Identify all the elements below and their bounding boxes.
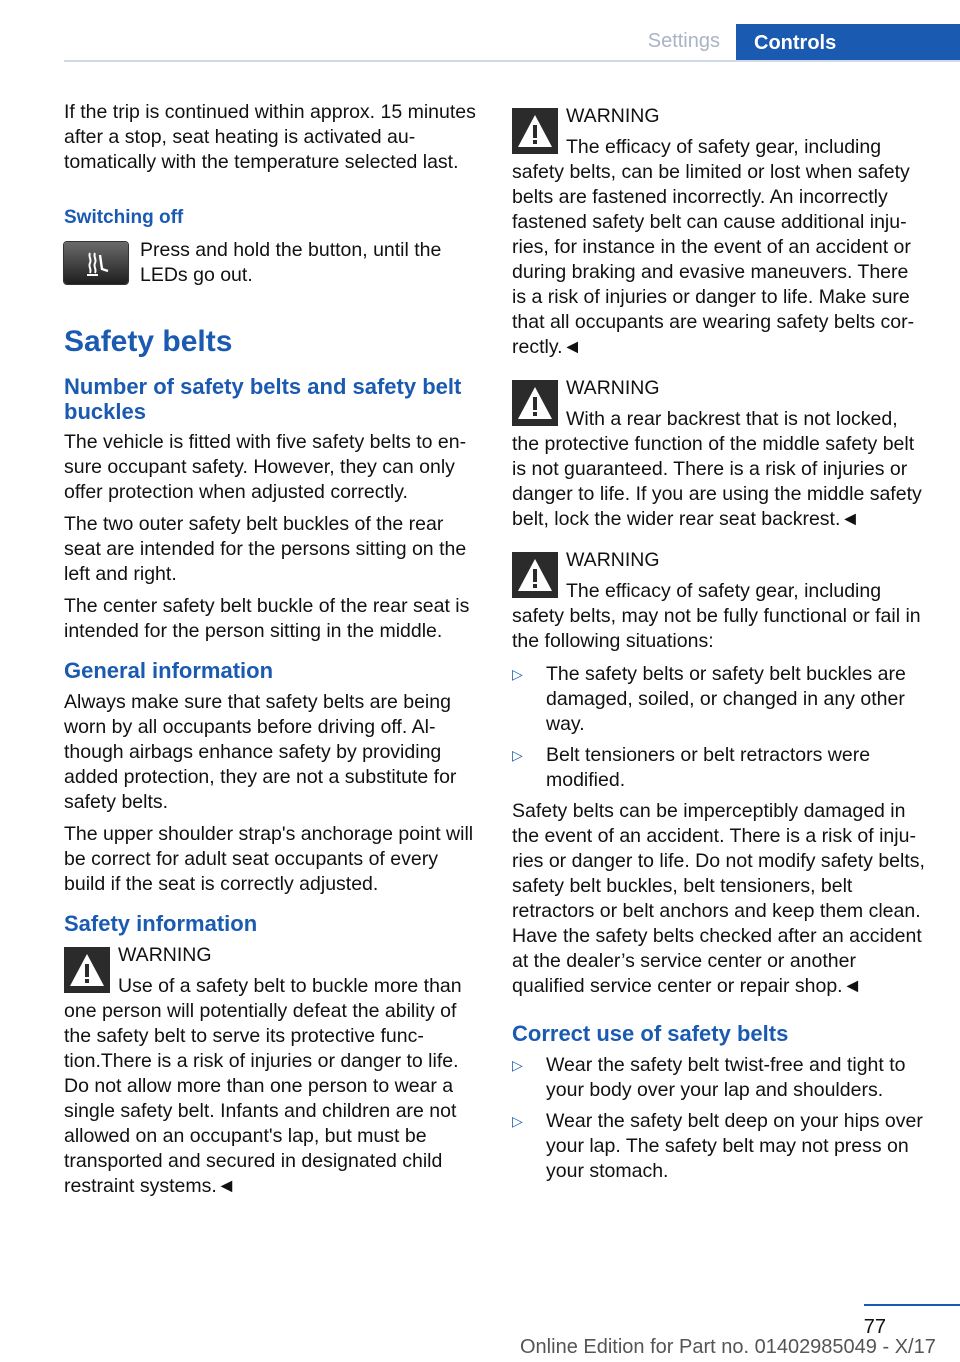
failure-list: [512, 662, 926, 793]
page-header: [64, 24, 960, 62]
warning-label: WARNING: [566, 549, 660, 571]
number-paragraph-2: The two outer safety belt buckles of the rear seat are intended for the persons sitting on the left and right.: [64, 513, 467, 585]
edition-note: Online Edition for Part no. 01402985049 - X/17: [520, 1336, 936, 1358]
warning-text: The efficacy of safety gear, including safety belts, can be limited or lost when safety belts are fastened incorrectly. An incorrectly fastened safety belt can cause additional injuries, for instance in the event of an accident or during braking and evasive maneuvers. There is a risk of injuries or danger to life. Make sure that all occupants are wearing safety belts correctly.◄: [512, 136, 915, 358]
header-rule: [64, 60, 960, 62]
damage-paragraph: Safety belts can be imperceptibly damaged in the event of an accident. There is a risk of injuries or danger to life. Do not modify safety belts, safety belt buckles, belt tensioners, belt retractors or belt anchors and keep them clean. Have the safety belts checked after an accident at the dealer’s service center or another qualified service center or repair shop.◄: [512, 800, 925, 997]
warning-text: The efficacy of safety gear, including safety belts, may not be fully functional or fail in the following situations:: [512, 580, 921, 652]
list-item: ▷ Belt tensioners or belt retractors were modified.: [512, 744, 871, 791]
safety-info-heading: Safety information: [64, 911, 258, 936]
left-column: [64, 100, 480, 1207]
number-paragraph-3: The center safety belt buckle of the rear seat is intended for the person sitting in the middle.: [64, 595, 470, 642]
number-heading: Number of safety belts and safety belt buckles: [64, 374, 462, 424]
page-title: Safety belts: [64, 325, 233, 358]
intro-paragraph: If the trip is continued within approx. 15 minutes after a stop, seat heating is activated automatically with the temperature selected last.: [64, 101, 476, 173]
correct-use-list: [512, 1053, 926, 1184]
bullet-icon: ▷: [512, 666, 523, 682]
seat-heating-button-icon: [64, 242, 128, 284]
correct-use-heading: Correct use of safety belts: [512, 1021, 789, 1046]
switch-off-instruction: [64, 238, 480, 290]
warning-icon: [512, 552, 558, 598]
right-column: [512, 104, 926, 1190]
header-section-label: Settings: [647, 30, 720, 52]
warning-icon: [512, 380, 558, 426]
general-paragraph-1: Always make sure that safety belts are being worn by all occupants before driving off. Although airbags enhance safety by providing added protection, they are not a substitute for safety belts.: [64, 691, 457, 813]
header-chapter-tab: Controls: [736, 24, 960, 62]
list-item: ▷ The safety belts or safety belt buckles are damaged, soiled, or changed in any other way.: [512, 663, 906, 735]
footer-rule: [864, 1304, 960, 1306]
warning-label: WARNING: [118, 944, 212, 966]
warning-block: [512, 548, 926, 654]
number-paragraph-1: The vehicle is fitted with five safety belts to ensure occupant safety. However, they can only offer protection when adjusted correctly.: [64, 431, 467, 503]
warning-icon: [512, 108, 558, 154]
general-paragraph-2: The upper shoulder strap's anchorage point will be correct for adult seat occupants of every build if the seat is correctly adjusted.: [64, 823, 474, 895]
bullet-icon: ▷: [512, 1113, 523, 1129]
warning-block: [64, 943, 480, 1199]
switching-off-heading: Switching off: [64, 207, 184, 228]
warning-label: WARNING: [566, 377, 660, 399]
warning-icon: [64, 947, 110, 993]
bullet-icon: ▷: [512, 747, 523, 763]
bullet-icon: ▷: [512, 1057, 523, 1073]
warning-text: Use of a safety belt to buckle more than one person will potentially defeat the ability of the safety belt to serve its protective function.There is a risk of injuries or danger to life. Do not allow more than one person to wear a single safety belt. Infants and children are not allowed on an occupant's lap, but must be transported and secured in designated child restraint systems.◄: [64, 975, 462, 1197]
warning-block: [512, 104, 926, 360]
switch-off-text: Press and hold the button, until the LEDs go out.: [140, 239, 442, 286]
page-number: 77: [863, 1316, 886, 1338]
general-heading: General information: [64, 658, 274, 683]
warning-label: WARNING: [566, 105, 660, 127]
list-item: ▷ Wear the safety belt twist-free and tight to your body over your lap and shoulders.: [512, 1054, 906, 1101]
list-item: ▷ Wear the safety belt deep on your hips over your lap. The safety belt may not press on your stomach.: [512, 1110, 923, 1182]
warning-block: [512, 376, 926, 532]
warning-text: With a rear backrest that is not locked, the protective function of the middle safety belt is not guaranteed. There is a risk of injuries or danger to life. If you are using the middle safety belt, lock the wider rear seat backrest.◄: [512, 408, 922, 530]
